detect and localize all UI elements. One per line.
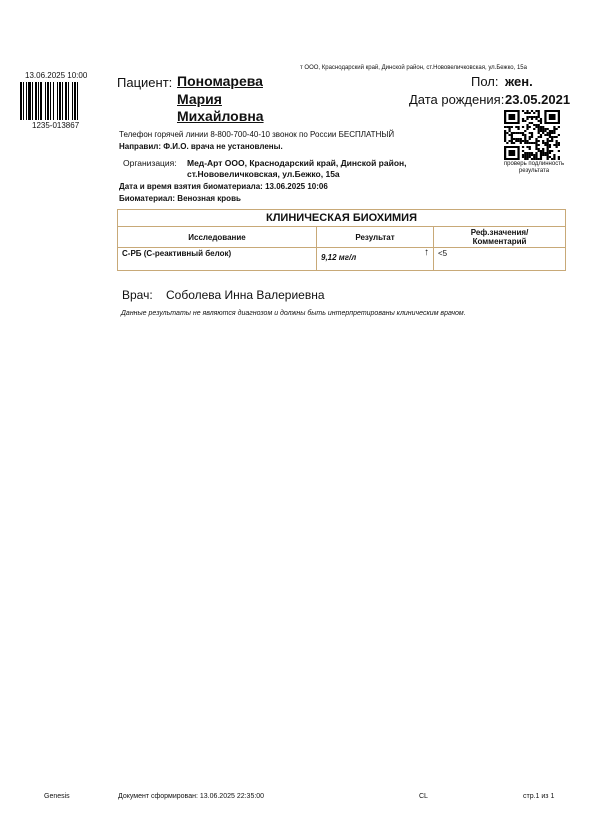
table-row: [118, 248, 566, 271]
biomaterial: Биоматериал: Венозная кровь: [119, 194, 241, 203]
org-line1: Мед-Арт ООО, Краснодарский край, Динской район,: [187, 158, 407, 168]
footer-code: CL: [419, 793, 428, 800]
barcode: [20, 82, 100, 120]
patient-name: Мария: [177, 91, 222, 107]
patient-surname: Пономарева: [177, 73, 263, 89]
qr-caption-line1: проверь подлинность: [503, 161, 565, 167]
high-flag-icon: ↑: [424, 247, 429, 258]
sex-value: жен.: [505, 74, 533, 89]
dob-value: 23.05.2021: [505, 92, 571, 107]
results-table: [117, 209, 566, 271]
org-line2: ст.Нововеличковская, ул.Бежко, 15а: [187, 169, 340, 179]
row-test: С-РБ (С-реактивный белок): [118, 248, 317, 271]
col-result: Результат: [317, 227, 434, 248]
qr-caption-line2: результата: [518, 168, 550, 174]
disclaimer: Данные результаты не являются диагнозом и должны быть интерпретированы клиническим врачом.: [121, 310, 466, 317]
referred-by: Направил: Ф.И.О. врача не установлены.: [119, 142, 283, 151]
footer-generated: Документ сформирован: 13.06.2025 22:35:00: [118, 793, 265, 800]
patient-label: Пациент:: [117, 75, 173, 90]
row-result: 9,12 мг/л: [321, 253, 357, 262]
print-datetime: 13.06.2025 10:00: [25, 71, 88, 80]
footer-system: Genesis: [44, 793, 70, 800]
table-title: КЛИНИЧЕСКАЯ БИОХИМИЯ: [118, 210, 566, 227]
qr-code-icon: [504, 110, 560, 160]
col-test: Исследование: [118, 227, 317, 248]
sample-time: Дата и время взятия биоматериала: 13.06.2025 10:06: [119, 182, 328, 191]
hotline-text: Телефон горячей линии 8-800-700-40-10 звонок по России БЕСПЛАТНЫЙ: [119, 130, 395, 139]
row-reference: <5: [434, 248, 566, 271]
doctor-label: Врач:: [122, 288, 153, 302]
col-reference: Реф.значения/ Комментарий: [434, 227, 566, 248]
sex-label: Пол:: [471, 74, 499, 89]
dob-label: Дата рождения:: [409, 92, 505, 107]
qr-caption: [499, 161, 569, 175]
lab-address: т ООО, Краснодарский край, Динской район, ст.Нововеличковская, ул.Бежко, 15а: [300, 65, 527, 71]
org-label: Организация:: [123, 158, 177, 168]
row-result-cell: [317, 248, 434, 271]
doctor-name: Соболева Инна Валериевна: [166, 288, 325, 302]
barcode-number: 1235-013867: [32, 121, 80, 130]
footer-page: стр.1 из 1: [523, 793, 555, 800]
patient-patronymic: Михайловна: [177, 108, 264, 124]
